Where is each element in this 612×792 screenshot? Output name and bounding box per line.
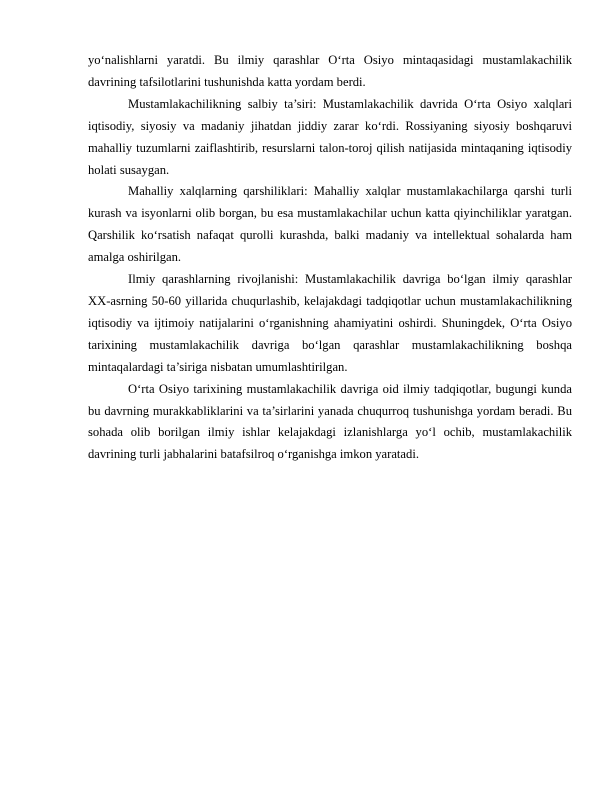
document-page [88, 50, 572, 466]
paragraph-negative-impact: Mustamlakachilikning salbiy ta’siri: Mustamlakachilik davrida O‘rta Osiyo xalqlari iqtisodiy, siyosiy va madaniy jihatdan jiddiy zarar ko‘rdi. Rossiyaning siyosiy boshqaruvi mahalliy tuzumlarni zaiflashtirib, resurslarni talon-toroj qilish natijasida mintaqaning iqtisodiy holati susaygan. [88, 96, 572, 177]
paragraph-conclusion: O‘rta Osiyo tarixining mustamlakachilik davriga oid ilmiy tadqiqotlar, bugungi kunda bu davrning murakkabliklarini va ta’sirlarini yanada chuqurroq tushunishga yordam beradi. Bu sohada olib borilgan ilmiy ishlar kelajakdagi izlanishlarga yo‘l ochib, mustamlakachilik davrining turli jabhalarini batafsilroq o‘rganishga imkon yaratadi. [88, 381, 572, 462]
paragraph-continuation: yo‘nalishlarni yaratdi. Bu ilmiy qarashlar O‘rta Osiyo mintaqasidagi mustamlakachilik davrining tafsilotlarini tushunishda katta yordam berdi. [88, 53, 572, 89]
paragraph-scientific-views: Ilmiy qarashlarning rivojlanishi: Mustamlakachilik davriga bo‘lgan ilmiy qarashlar XX-asrning 50-60 yillarida chuqurlashib, kelajakdagi tadqiqotlar uchun mustamlakachilikning iqtisodiy va ijtimoiy natijalarini o‘rganishning ahamiyatini oshirdi. Shuningdek, O‘rta Osiyo tarixining mustamlakachilik davriga bo‘lgan qarashlar mustamlakachilikning boshqa mintaqalardagi ta’siriga nisbatan umumlashtirilgan. [88, 272, 572, 374]
paragraph-local-resistance: Mahalliy xalqlarning qarshiliklari: Mahalliy xalqlar mustamlakachilarga qarshi turli kurash va isyonlarni olib borgan, bu esa mustamlakachilar uchun katta qiyinchiliklar yaratgan. Qarshilik ko‘rsatish nafaqat qurolli kurashda, balki madaniy va intellektual sohalarda ham amalga oshirilgan. [88, 184, 572, 265]
